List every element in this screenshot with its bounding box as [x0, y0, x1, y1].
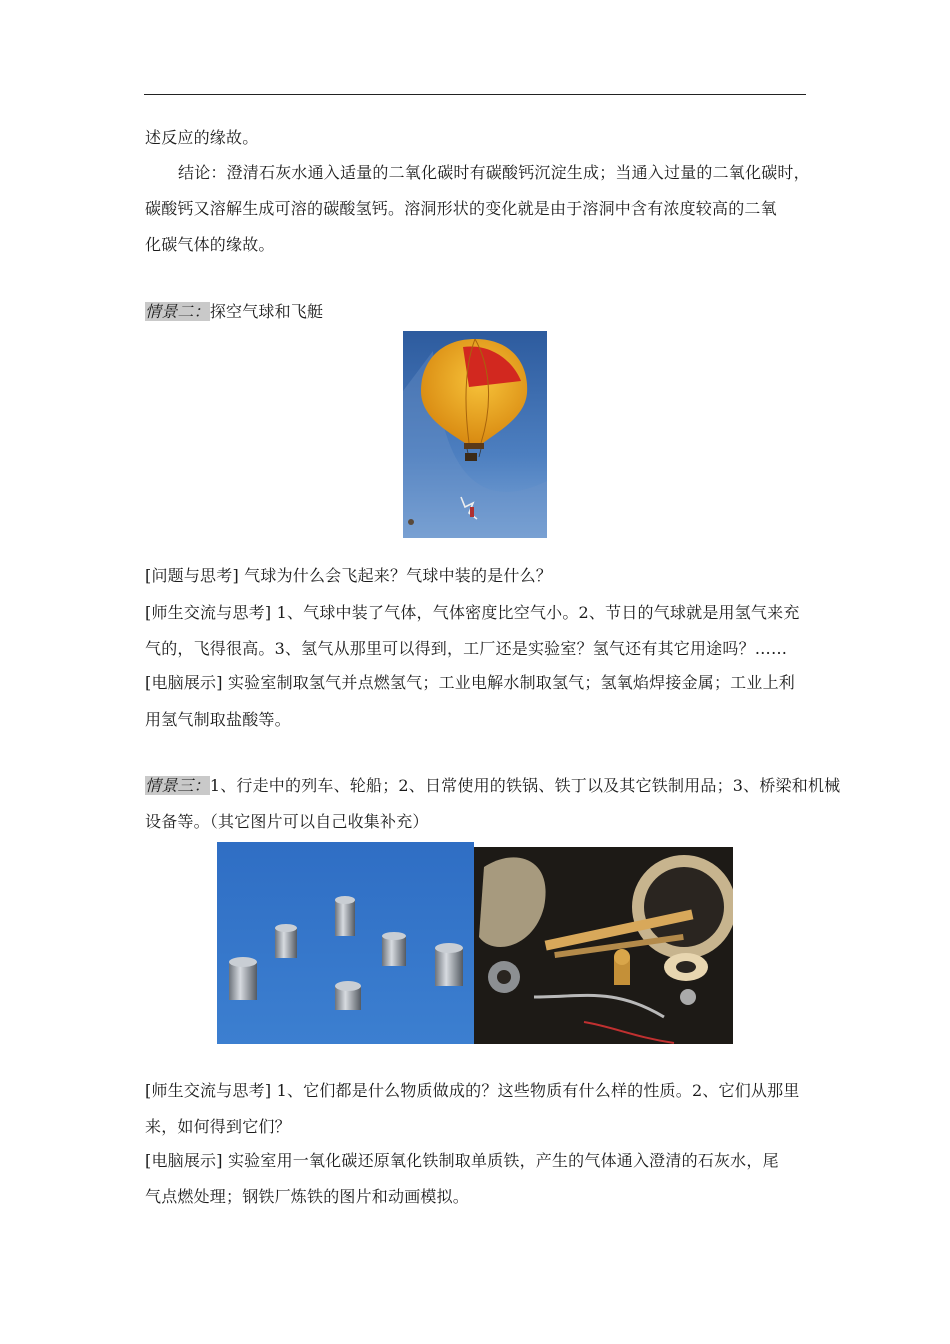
conclusion-line: 结论：澄清石灰水通入适量的二氧化碳时有碳酸钙沉淀生成；当通入过量的二氧化碳时，: [178, 163, 810, 182]
conclusion-line: 化碳气体的缘故。: [145, 235, 275, 254]
qa-display: 用氢气制取盐酸等。: [145, 710, 291, 729]
qa-exchange: 来，如何得到它们？: [145, 1117, 291, 1136]
metal-cylinders-photo: [217, 842, 474, 1044]
qa-question: [问题与思考] 气球为什么会飞起来？气球中装的是什么？: [145, 566, 552, 585]
scene2-heading: [145, 302, 323, 322]
text-line: 述反应的缘故。: [145, 128, 259, 147]
hot-air-balloon-photo: [403, 331, 547, 538]
scene2-title: 探空气球和飞艇: [209, 302, 324, 321]
scene3-heading: [145, 776, 840, 796]
scene2-tag: 情景二：: [145, 302, 210, 321]
conclusion-line: 碳酸钙又溶解生成可溶的碳酸氢钙。溶洞形状的变化就是由于溶洞中含有浓度较高的二氧: [145, 199, 777, 218]
qa-display: 气点燃处理；钢铁厂炼铁的图片和动画模拟。: [145, 1187, 470, 1206]
header-rule: [144, 94, 806, 95]
qa-exchange: 气的，飞得很高。3、氢气从那里可以得到，工厂还是实验室？氢气还有其它用途吗？……: [145, 639, 788, 658]
qa-display: [电脑展示] 实验室制取氢气并点燃氢气；工业电解水制取氢气；氢氧焰焊接金属；工业上利: [145, 673, 795, 692]
scene3-line: 1、行走中的列车、轮船；2、日常使用的铁锅、铁丁以及其它铁制用品；3、桥梁和机械: [209, 776, 841, 795]
metal-parts-photo: [474, 847, 733, 1044]
qa-display: [电脑展示] 实验室用一氧化碳还原氧化铁制取单质铁，产生的气体通入澄清的石灰水，尾: [145, 1151, 779, 1170]
scene3-line: 设备等。（其它图片可以自己收集补充）: [145, 812, 429, 831]
qa-exchange: [师生交流与思考] 1、它们都是什么物质做成的？这些物质有什么样的性质。2、它们从那里: [145, 1081, 800, 1100]
scene3-tag: 情景三：: [145, 776, 210, 795]
qa-exchange: [师生交流与思考] 1、气球中装了气体，气体密度比空气小。2、节日的气球就是用氢气来充: [145, 603, 800, 622]
